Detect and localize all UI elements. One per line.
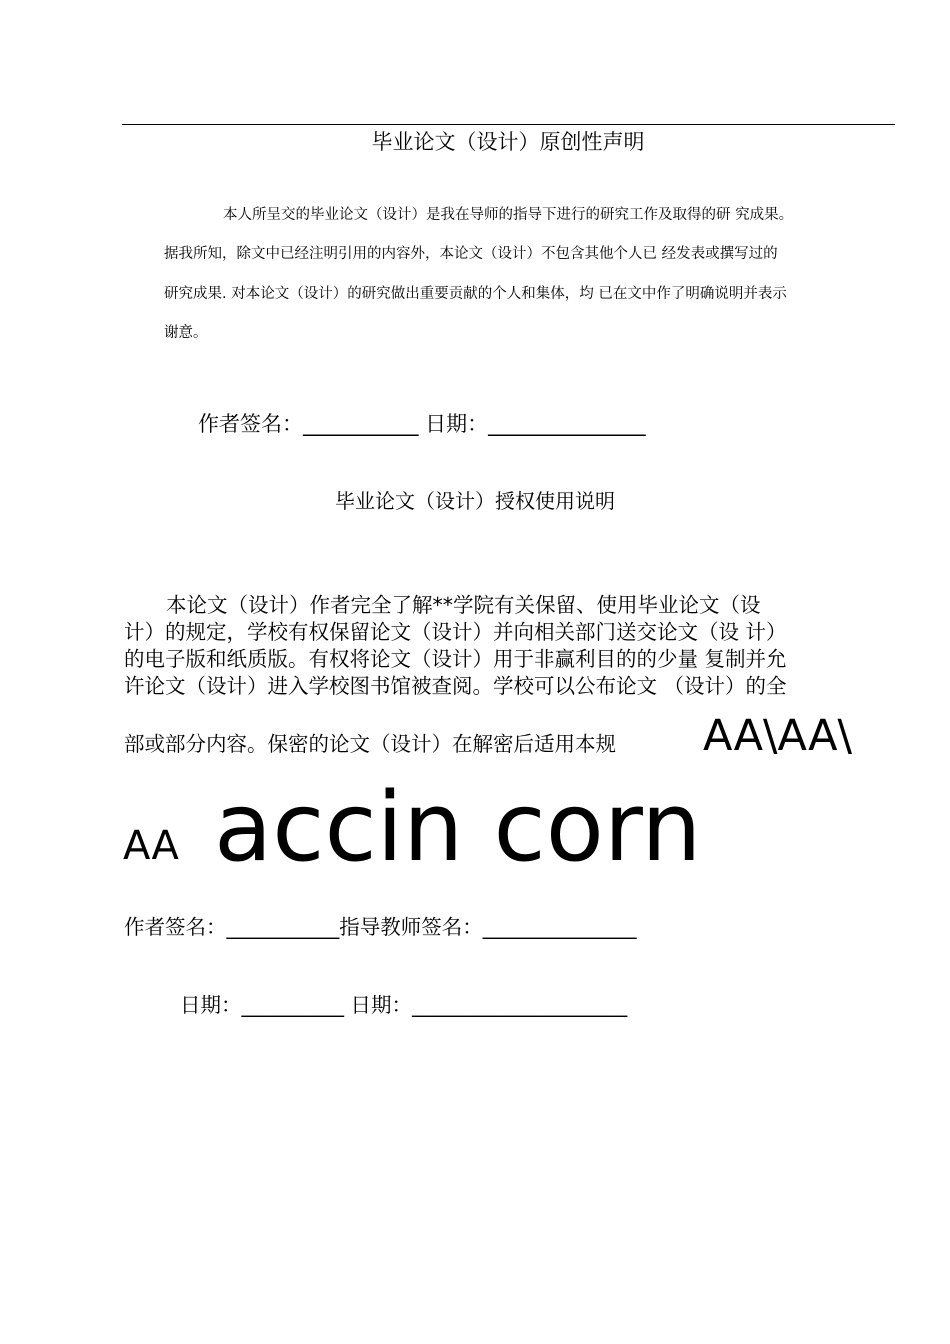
declaration-signature-line: 作者签名：___________ 日期：_______________: [198, 412, 646, 436]
authorization-line-3: 的电子版和纸质版。有权将论文（设计）用于非赢利目的的少量 复制并允: [124, 647, 787, 671]
declaration-line-4: 谢意。: [164, 325, 208, 341]
declaration-line-1: 本人所呈交的毕业论文（设计）是我在导师的指导下进行的研究工作及取得的研 究成果。: [223, 207, 794, 223]
date-signature-line: 日期：__________ 日期：_____________________: [180, 993, 628, 1017]
declaration-line-2: 据我所知，除文中已经注明引用的内容外，本论文（设计）不包含其他个人已 经发表或撰写过的: [164, 246, 778, 262]
declaration-line-3: 研究成果. 对本论文（设计）的研究做出重要贡献的个人和集体，均 已在文中作了明确说明并表示: [164, 286, 787, 302]
declaration-title: 毕业论文（设计）原创性声明: [371, 130, 645, 154]
authorization-line-1: 本论文（设计）作者完全了解**学院有关保留、使用毕业论文（设: [166, 593, 761, 617]
header-rule: [122, 124, 895, 125]
authorization-title: 毕业论文（设计）授权使用说明: [335, 489, 615, 513]
author-advisor-signature-line: 作者签名：___________指导教师签名：_______________: [124, 915, 637, 939]
garbled-text-small: AA: [123, 823, 179, 869]
authorization-line-4: 许论文（设计）进入学校图书馆被查阅。学校可以公布论文 （设计）的全: [124, 674, 787, 698]
authorization-line-5: 部或部分内容。保密的论文（设计）在解密后适用本规: [124, 732, 616, 756]
authorization-line-2: 计）的规定，学校有权保留论文（设计）并向相关部门送交论文（设 计）: [124, 620, 787, 644]
garbled-text-large: accin corn: [214, 773, 702, 883]
garbled-text-inline: AA\AA\: [703, 711, 853, 761]
